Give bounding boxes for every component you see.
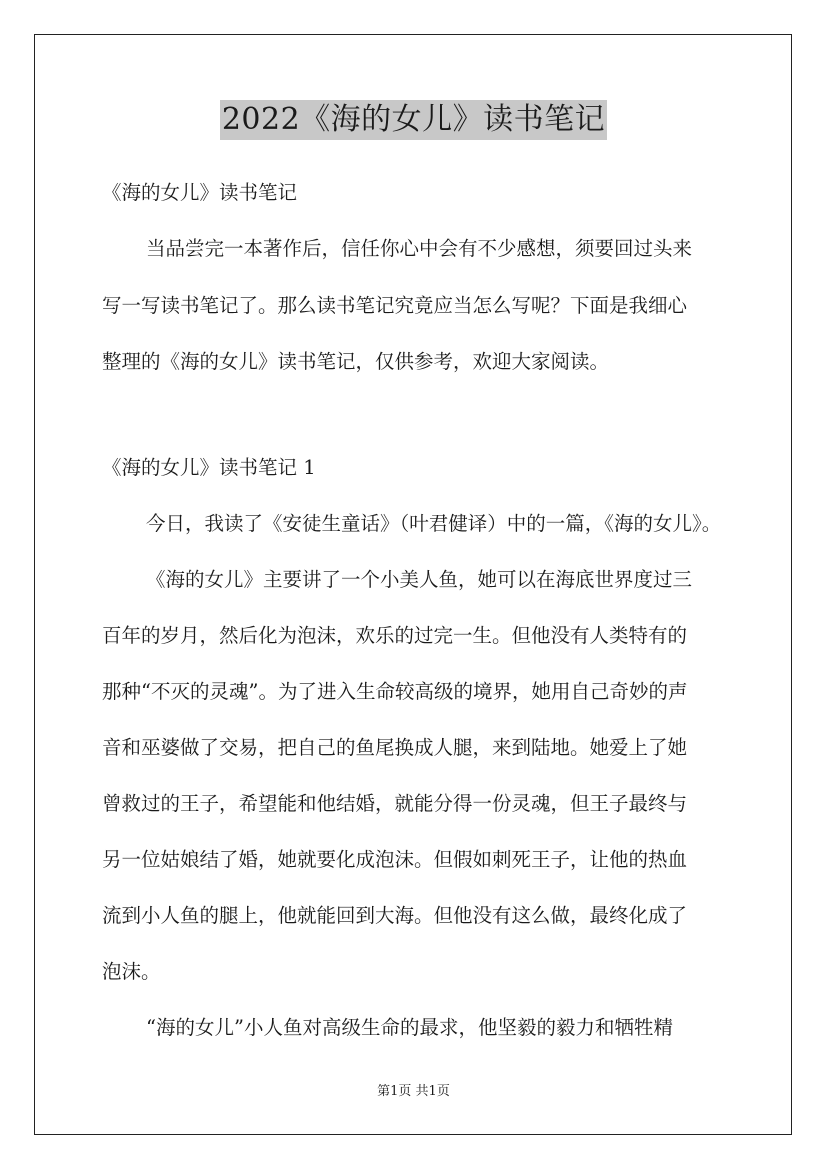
paragraph-line: 写一写读书笔记了。那么读书笔记究竟应当怎么写呢？下面是我细心 bbox=[102, 294, 688, 317]
intro-heading: 《海的女儿》读书笔记 bbox=[102, 181, 298, 204]
paragraph-line: 今日，我读了《安徒生童话》（叶君健译）中的一篇，《海的女儿》。 bbox=[146, 512, 722, 535]
paragraph-line: “海的女儿”小人鱼对高级生命的最求，他坚毅的毅力和牺牲精 bbox=[146, 1016, 673, 1039]
paragraph-line: 《海的女儿》主要讲了一个小美人鱼，她可以在海底世界度过三 bbox=[146, 568, 693, 591]
document-title: 2022《海的女儿》读书笔记 bbox=[220, 100, 607, 140]
paragraph-line: 百年的岁月，然后化为泡沫，欢乐的过完一生。但他没有人类特有的 bbox=[102, 624, 688, 647]
paragraph-line: 整理的《海的女儿》读书笔记，仅供参考，欢迎大家阅读。 bbox=[102, 350, 610, 373]
paragraph-line: 曾救过的王子，希望能和他结婚，就能分得一份灵魂，但王子最终与 bbox=[102, 792, 688, 815]
paragraph-line: 那种“不灭的灵魂”。为了进入生命较高级的境界，她用自己奇妙的声 bbox=[102, 680, 688, 703]
paragraph-line: 音和巫婆做了交易，把自己的鱼尾换成人腿，来到陆地。她爱上了她 bbox=[102, 736, 688, 759]
paragraph-line: 泡沫。 bbox=[102, 960, 161, 983]
paragraph-line: 当品尝完一本著作后，信任你心中会有不少感想，须要回过头来 bbox=[146, 237, 693, 260]
paragraph-line: 另一位姑娘结了婚，她就要化成泡沫。但假如刺死王子，让他的热血 bbox=[102, 848, 688, 871]
paragraph-line: 流到小人鱼的腿上，他就能回到大海。但他没有这么做，最终化成了 bbox=[102, 904, 688, 927]
title-container bbox=[0, 100, 827, 140]
section-heading: 《海的女儿》读书笔记 1 bbox=[102, 456, 316, 479]
page-number: 第1页 共1页 bbox=[377, 1084, 450, 1099]
